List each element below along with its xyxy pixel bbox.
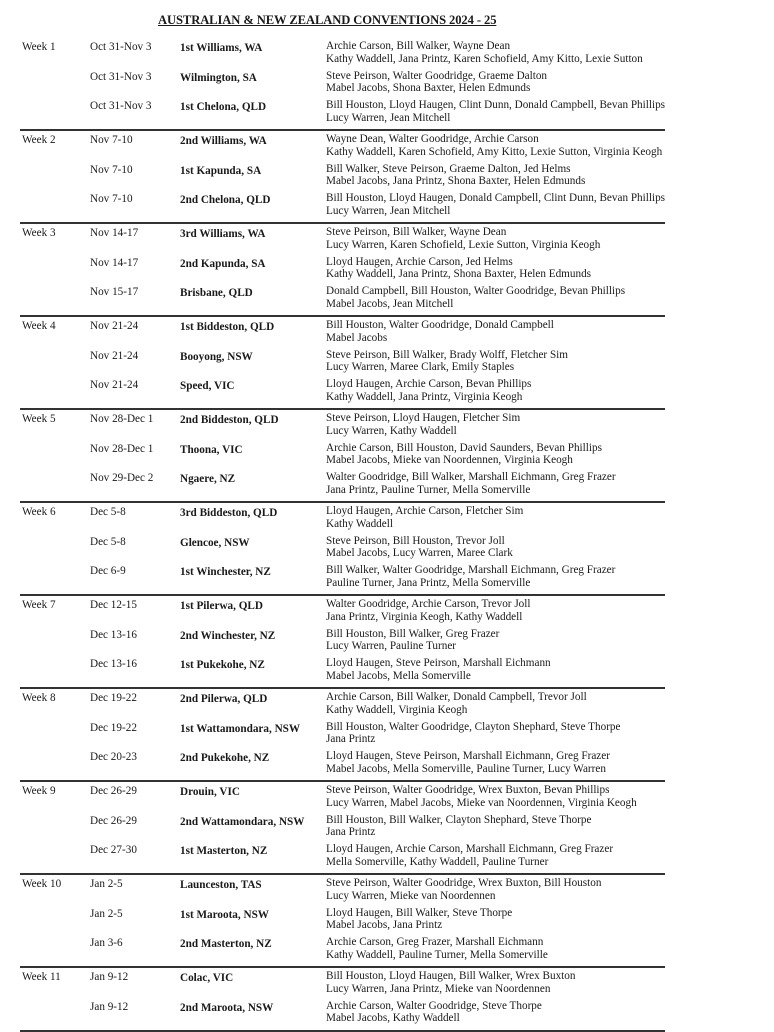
sisters-list: Kathy Waddell, Jana Printz, Virginia Keogh [326,390,523,403]
sisters-list: Mabel Jacobs [326,331,388,344]
sisters-list: Mabel Jacobs, Lucy Warren, Maree Clark [326,547,513,560]
convention-entry [20,349,665,379]
speaker-names [326,319,554,344]
brothers-list: Archie Carson, Walter Goodridge, Steve Thorpe [326,999,542,1012]
week-group [20,317,665,410]
brothers-list: Bill Houston, Bill Walker, Clayton Shephard, Steve Thorpe [326,813,592,826]
convention-dates: Nov 15-17 [90,286,139,298]
convention-dates: Dec 12-15 [90,599,137,611]
convention-entry [20,535,665,565]
speaker-names [326,471,616,496]
week-label: Week 7 [22,599,56,611]
brothers-list: Steve Peirson, Bill Houston, Trevor Joll [326,534,505,547]
brothers-list: Donald Campbell, Bill Houston, Walter Goodridge, Bevan Phillips [326,285,626,297]
week-label: Week 4 [22,320,56,332]
speaker-names [326,349,568,374]
brothers-list: Archie Carson, Bill Walker, Wayne Dean [326,40,511,52]
convention-venue: 2nd Masterton, NZ [180,938,272,950]
convention-dates: Jan 9-12 [90,971,129,983]
convention-venue: Wilmington, SA [180,71,257,84]
sisters-list: Mabel Jacobs, Mella Somerville, Pauline Turner, Lucy Warren [326,762,606,775]
week-label: Week 10 [22,878,62,890]
brothers-list: Steve Peirson, Walter Goodridge, Wrex Buxton, Bill Houston [326,877,602,889]
convention-dates: Dec 5-8 [90,506,126,518]
sisters-list: Kathy Waddell, Pauline Turner, Mella Somerville [326,948,548,961]
convention-venue: 1st Maroota, NSW [180,908,269,921]
convention-entry [20,1000,665,1030]
week-label: Week 6 [22,506,56,518]
convention-dates: Nov 7-10 [90,134,133,146]
sisters-list: Mabel Jacobs, Shona Baxter, Helen Edmunds [326,82,531,95]
convention-venue: 1st Pukekohe, NZ [180,659,265,671]
speaker-names [326,784,637,809]
convention-dates: Nov 21-24 [90,349,139,362]
speaker-names [326,535,513,560]
convention-dates: Dec 27-30 [90,844,137,856]
speaker-names [326,936,548,961]
sisters-list: Mabel Jacobs, Mella Somerville [326,669,471,682]
convention-entry [20,192,665,222]
convention-entry [20,99,665,129]
convention-entry [20,256,665,286]
convention-venue: 2nd Kapunda, SA [180,257,266,270]
speaker-names [326,750,610,775]
week-label: Week 8 [22,692,56,704]
speaker-names [326,285,625,310]
sisters-list: Mabel Jacobs, Jean Mitchell [326,297,454,310]
convention-dates: Nov 29-Dec 2 [90,472,154,484]
convention-entry [20,970,665,1000]
convention-entry [20,378,665,408]
convention-venue: 2nd Maroota, NSW [180,1001,274,1014]
convention-venue: 2nd Winchester, NZ [180,629,276,642]
sisters-list: Jana Printz, Virginia Keogh, Kathy Waddell [326,610,523,623]
sisters-list: Kathy Waddell, Jana Printz, Shona Baxter, Helen Edmunds [326,268,592,281]
convention-dates: Dec 26-29 [90,785,137,797]
speaker-names [326,442,602,467]
speaker-names [326,70,547,95]
speaker-names [326,721,621,746]
week-group [20,875,665,968]
convention-venue: 3rd Williams, WA [180,228,266,240]
convention-venue: Ngaere, NZ [180,473,236,485]
week-group [20,782,665,875]
convention-entry [20,598,665,628]
sisters-list: Kathy Waddell [326,517,393,530]
brothers-list: Bill Houston, Lloyd Haugen, Donald Campbell, Clint Dunn, Bevan Phillips [326,192,666,204]
convention-dates: Nov 7-10 [90,193,133,205]
convention-entry [20,40,665,70]
convention-venue: 1st Wattamondara, NSW [180,722,301,735]
sisters-list: Mabel Jacobs, Mieke van Noordennen, Virginia Keogh [326,454,573,467]
convention-venue: Thoona, VIC [180,443,243,456]
convention-dates: Dec 19-22 [90,692,137,704]
brothers-list: Bill Houston, Lloyd Haugen, Clint Dunn, Donald Campbell, Bevan Phillips [326,99,666,111]
sisters-list: Mabel Jacobs, Kathy Waddell [326,1012,460,1025]
sisters-list: Pauline Turner, Jana Printz, Mella Somerville [326,576,531,589]
convention-entry [20,936,665,966]
convention-dates: Dec 5-8 [90,535,126,548]
speaker-names [326,256,591,281]
convention-entry [20,628,665,658]
convention-dates: Nov 21-24 [90,379,139,391]
brothers-list: Walter Goodridge, Bill Walker, Marshall Eichmann, Greg Frazer [326,471,616,483]
convention-entry [20,226,665,256]
speaker-names [326,970,575,995]
brothers-list: Bill Houston, Bill Walker, Greg Frazer [326,627,500,640]
brothers-list: Archie Carson, Greg Frazer, Marshall Eichmann [326,936,544,948]
convention-entry [20,442,665,472]
speaker-names [326,628,499,653]
week-label: Week 9 [22,785,56,797]
convention-venue: 2nd Pukekohe, NZ [180,752,270,764]
brothers-list: Lloyd Haugen, Archie Carson, Fletcher Sim [326,505,524,517]
brothers-list: Steve Peirson, Lloyd Haugen, Fletcher Sim [326,412,521,424]
convention-entry [20,505,665,535]
convention-entry [20,843,665,873]
convention-entry [20,70,665,100]
brothers-list: Lloyd Haugen, Archie Carson, Jed Helms [326,255,513,268]
convention-entry [20,163,665,193]
sisters-list: Mabel Jacobs, Jana Printz, Shona Baxter, Helen Edmunds [326,175,586,188]
brothers-list: Bill Walker, Walter Goodridge, Marshall Eichmann, Greg Frazer [326,564,616,576]
convention-entry [20,133,665,163]
convention-dates: Dec 19-22 [90,721,137,734]
speaker-names [326,843,613,868]
convention-entry [20,750,665,780]
sisters-list: Jana Printz, Pauline Turner, Mella Somerville [326,483,531,496]
convention-entry [20,319,665,349]
sisters-list: Jana Printz [326,733,376,746]
convention-venue: Glencoe, NSW [180,536,250,549]
brothers-list: Steve Peirson, Bill Walker, Brady Wolff, Fletcher Sim [326,348,568,361]
convention-dates: Nov 7-10 [90,163,133,176]
sisters-list: Lucy Warren, Jean Mitchell [326,111,451,124]
week-label: Week 2 [22,134,56,146]
sisters-list: Lucy Warren, Mabel Jacobs, Mieke van Noordennen, Virginia Keogh [326,796,637,809]
brothers-list: Archie Carson, Bill Walker, Donald Campbell, Trevor Joll [326,691,587,703]
convention-venue: Brisbane, QLD [180,287,253,299]
convention-venue: 1st Winchester, NZ [180,566,271,578]
speaker-names [326,226,600,251]
speaker-names [326,1000,542,1025]
convention-dates: Oct 31-Nov 3 [90,41,152,53]
convention-dates: Dec 6-9 [90,565,126,577]
sisters-list: Kathy Waddell, Virginia Keogh [326,703,468,716]
sisters-list: Mella Somerville, Kathy Waddell, Pauline Turner [326,855,549,868]
sisters-list: Lucy Warren, Kathy Waddell [326,424,457,437]
convention-venue: 1st Biddeston, QLD [180,321,275,333]
week-group [20,596,665,689]
sisters-list: Lucy Warren, Jana Printz, Mieke van Noordennen [326,982,551,995]
speaker-names [326,598,530,623]
brothers-list: Lloyd Haugen, Steve Peirson, Marshall Eichmann [326,657,551,669]
week-group [20,131,665,224]
convention-venue: Drouin, VIC [180,786,240,798]
brothers-list: Steve Peirson, Bill Walker, Wayne Dean [326,226,507,238]
convention-dates: Oct 31-Nov 3 [90,70,152,83]
convention-venue: 1st Chelona, QLD [180,101,267,113]
week-label: Week 3 [22,227,56,239]
speaker-names [326,814,591,839]
brothers-list: Bill Houston, Walter Goodridge, Clayton Shephard, Steve Thorpe [326,720,621,733]
speaker-names [326,192,665,217]
convention-dates: Nov 14-17 [90,227,139,239]
convention-venue: 1st Masterton, NZ [180,845,268,857]
brothers-list: Steve Peirson, Walter Goodridge, Graeme Dalton [326,69,548,82]
speaker-names [326,564,615,589]
speaker-names [326,505,523,530]
brothers-list: Steve Peirson, Walter Goodridge, Wrex Buxton, Bevan Phillips [326,784,610,796]
convention-venue: 1st Pilerwa, QLD [180,600,263,612]
speaker-names [326,412,520,437]
convention-venue: 3rd Biddeston, QLD [180,507,278,519]
week-group [20,689,665,782]
convention-venue: 2nd Biddeston, QLD [180,414,279,426]
week-group [20,503,665,596]
brothers-list: Lloyd Haugen, Bill Walker, Steve Thorpe [326,906,513,919]
speaker-names [326,99,665,124]
convention-venue: 2nd Williams, WA [180,135,267,147]
convention-dates: Nov 21-24 [90,320,139,332]
sisters-list: Lucy Warren, Karen Schofield, Lexie Sutton, Virginia Keogh [326,238,601,251]
convention-venue: 2nd Pilerwa, QLD [180,693,268,705]
speaker-names [326,378,531,403]
week-group [20,410,665,503]
convention-dates: Dec 13-16 [90,658,137,670]
week-group [20,224,665,317]
week-group [20,968,665,1032]
convention-dates: Dec 20-23 [90,751,137,763]
convention-venue: Booyong, NSW [180,350,253,363]
convention-venue: Colac, VIC [180,972,234,984]
sisters-list: Lucy Warren, Maree Clark, Emily Staples [326,361,515,374]
speaker-names [326,133,662,158]
brothers-list: Bill Houston, Lloyd Haugen, Bill Walker, Wrex Buxton [326,970,576,982]
week-label: Week 5 [22,413,56,425]
brothers-list: Lloyd Haugen, Steve Peirson, Marshall Eichmann, Greg Frazer [326,750,610,762]
brothers-list: Walter Goodridge, Archie Carson, Trevor Joll [326,598,531,610]
convention-entry [20,907,665,937]
convention-venue: 2nd Chelona, QLD [180,194,271,206]
sisters-list: Lucy Warren, Pauline Turner [326,640,457,653]
week-label: Week 1 [22,41,56,53]
convention-dates: Nov 14-17 [90,256,139,269]
sisters-list: Lucy Warren, Mieke van Noordennen [326,889,496,902]
sisters-list: Lucy Warren, Jean Mitchell [326,204,451,217]
convention-venue: Launceston, TAS [180,879,262,891]
convention-entry [20,814,665,844]
convention-dates: Dec 26-29 [90,814,137,827]
convention-entry [20,657,665,687]
sisters-list: Mabel Jacobs, Jana Printz [326,919,443,932]
convention-dates: Oct 31-Nov 3 [90,100,152,112]
convention-venue: 1st Williams, WA [180,42,263,54]
brothers-list: Wayne Dean, Walter Goodridge, Archie Carson [326,133,539,145]
convention-dates: Dec 13-16 [90,628,137,641]
convention-entry [20,471,665,501]
convention-dates: Jan 9-12 [90,1000,129,1013]
convention-entry [20,564,665,594]
convention-dates: Jan 2-5 [90,878,123,890]
brothers-list: Bill Houston, Walter Goodridge, Donald Campbell [326,319,554,331]
convention-schedule [20,40,665,1032]
convention-venue: 1st Kapunda, SA [180,164,262,177]
brothers-list: Lloyd Haugen, Archie Carson, Marshall Eichmann, Greg Frazer [326,843,614,855]
convention-dates: Nov 28-Dec 1 [90,442,154,455]
convention-venue: Speed, VIC [180,380,235,392]
convention-venue: 2nd Wattamondara, NSW [180,815,305,828]
convention-dates: Nov 28-Dec 1 [90,413,154,425]
speaker-names [326,691,587,716]
speaker-names [326,877,601,902]
speaker-names [326,657,551,682]
convention-entry [20,412,665,442]
brothers-list: Lloyd Haugen, Archie Carson, Bevan Phillips [326,378,532,390]
convention-entry [20,721,665,751]
convention-entry [20,784,665,814]
convention-dates: Jan 2-5 [90,907,123,920]
convention-entry [20,691,665,721]
brothers-list: Bill Walker, Steve Peirson, Graeme Dalton, Jed Helms [326,162,571,175]
convention-entry [20,285,665,315]
sisters-list: Kathy Waddell, Jana Printz, Karen Schofield, Amy Kitto, Lexie Sutton [326,52,643,65]
brothers-list: Archie Carson, Bill Houston, David Saunders, Bevan Phillips [326,441,602,454]
week-group [20,40,665,131]
document-title: AUSTRALIAN & NEW ZEALAND CONVENTIONS 2024 - 25 [158,13,497,27]
convention-dates: Jan 3-6 [90,937,123,949]
speaker-names [326,907,512,932]
convention-entry [20,877,665,907]
sisters-list: Kathy Waddell, Karen Schofield, Amy Kitto, Lexie Sutton, Virginia Keogh [326,145,663,158]
sisters-list: Jana Printz [326,826,376,839]
week-label: Week 11 [22,971,61,983]
speaker-names [326,163,585,188]
speaker-names [326,40,643,65]
